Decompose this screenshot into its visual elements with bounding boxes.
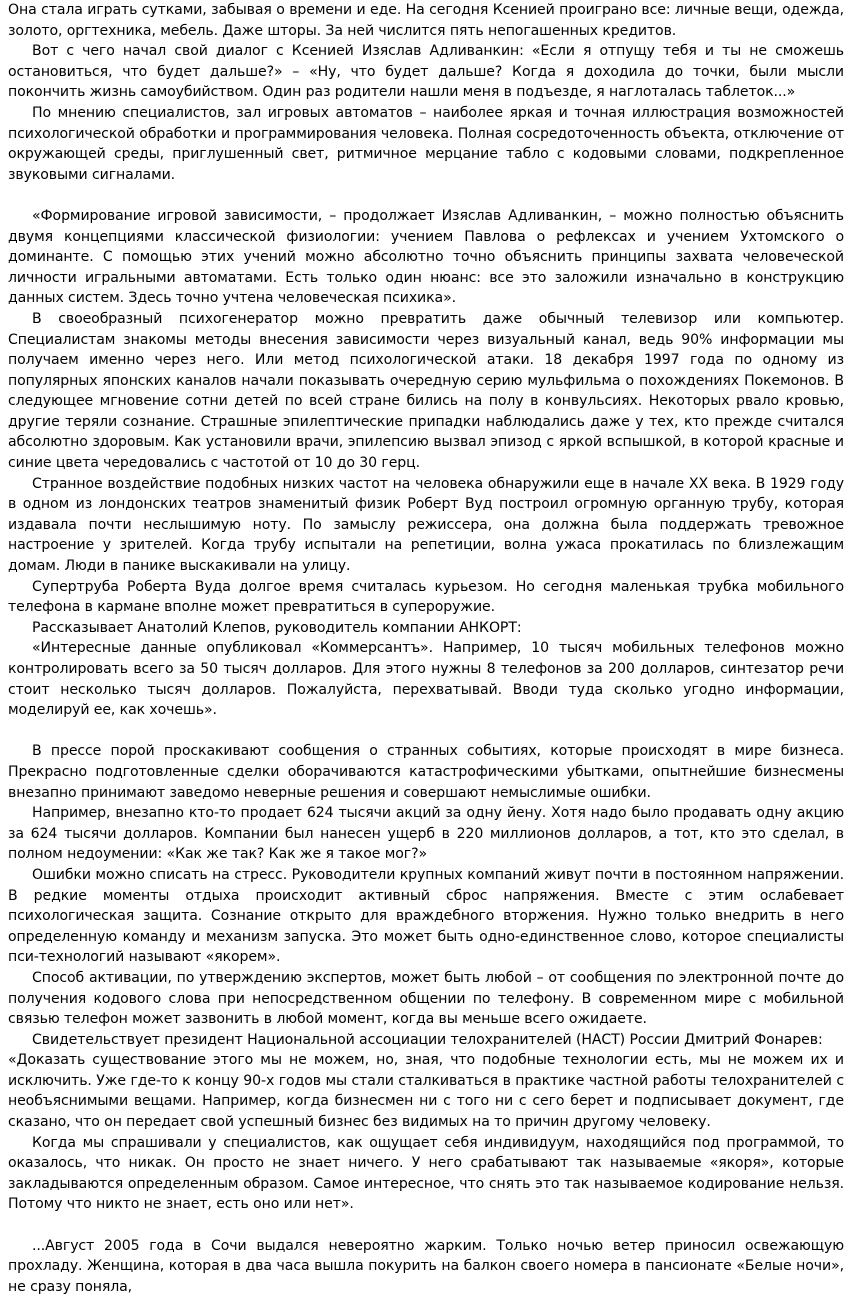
body-paragraph: В прессе порой проскакивают сообщения о странных событиях, которые происходят в мире бизнеса. Прекрасно подготовленные сделки оборачиваются катастрофическими убытками, опытнейшие бизнесмены внезапно принимают заведомо неверные решения и совершают немыслимые ошибки.: [8, 743, 844, 801]
body-paragraph: Рассказывает Анатолий Клепов, руководитель компании АНКОРТ:: [32, 619, 522, 636]
body-paragraph: Ошибки можно списать на стресс. Руководители крупных компаний живут почти в постоянном напряжении. В редкие моменты отдыха происходит активный сброс напряжения. Вместе с этим ослабевает психологическая защита. Сознание открыто для враждебного вторжения. Нужно только внедрить в него определенную команду и механизм запуска. Это может быть одно-единственное слово, которое специалисты пси-технологий называют «якорем».: [8, 866, 844, 966]
body-paragraph: ...Август 2005 года в Сочи выдался невероятно жарким. Только ночью ветер приносил освежающую прохладу. Женщина, которая в два часа вышла покурить на балкон своего номера в пансионате «Белые ночи», не сразу поняла,: [8, 1237, 844, 1295]
body-paragraph: Вот с чего начал свой диалог с Ксенией Изяслав Адливанкин: «Если я отпущу тебя и ты не сможешь остановиться, что будет дальше?» – «Ну, что будет дальше? Когда я доходила до точки, были мысли покончить жизнь самоубийством. Один раз родители нашли меня в подъезде, я наглоталась таблеток...»: [8, 43, 844, 101]
body-paragraph: «Доказать существование этого мы не можем, но, зная, что подобные технологии есть, мы не можем их и исключить. Уже где-то к концу 90-х годов мы стали сталкиваться в практике частной работы телохранителей с необъяснимыми вещами. Например, когда бизнесмен ни с того ни с сего берет и подписывает документ, где сказано, что он передает свой успешный бизнес без видимых на то причин другому человеку.: [8, 1052, 844, 1131]
body-paragraph: Супертруба Роберта Вуда долгое время считалась курьезом. Но сегодня маленькая трубка мобильного телефона в кармане вполне может превратиться в супероружие.: [8, 578, 844, 616]
body-paragraph: Странное воздействие подобных низких частот на человека обнаружили еще в начале XX века. В 1929 году в одном из лондонских театров знаменитый физик Роберт Вуд построил огромную органную трубу, которая издавала почти неслышимую ноту. По замыслу режиссера, она должна была поддержать тревожное настроение у зрителей. Когда трубу испытали на репетиции, волна ужаса прокатилась по близлежащим домам. Люди в панике выскакивали на улицу.: [8, 475, 844, 575]
body-paragraph: По мнению специалистов, зал игровых автоматов – наиболее яркая и точная иллюстрация возможностей психологической обработки и программирования человека. Полная сосредоточенность объекта, отключение от окружающей среды, приглушенный свет, ритмичное мерцание табло с кодовыми словами, подкрепленное звуковыми сигналами.: [8, 104, 844, 183]
document-page: [8, 0, 844, 1297]
body-paragraph: «Интересные данные опубликовал «Коммерсантъ». Например, 10 тысяч мобильных телефонов можно контролировать всего за 50 тысяч долларов. Для этого нужны 8 телефонов за 200 долларов, синтезатор речи стоит несколько тысяч долларов. Пожалуйста, перехватывай. Вводи туда сколько угодно информации, моделируй ее, как хочешь».: [8, 640, 844, 719]
body-paragraph: В своеобразный психогенератор можно превратить даже обычный телевизор или компьютер. Специалистам знакомы методы внесения зависимости через визуальный канал, ведь 90% информации мы получаем именно через него. Или метод психологической атаки. 18 декабря 1997 года по одному из популярных японских каналов начали показывать очередную серию мульфильма о похождениях Покемонов. В следующее мгновение сотни детей по всей стране бились на полу в конвульсиях. Некоторых рвало кровью, другие теряли сознание. Страшные эпилептические припадки наблюдались даже у тех, кто прежде считался абсолютно здоровым. Как установили врачи, эпилепсию вызвал эпизод с яркой вспышкой, в которой красные и синие цвета чередовались с частотой от 10 до 30 герц.: [8, 310, 844, 472]
body-paragraph: «Формирование игровой зависимости, – продолжает Изяслав Адливанкин, – можно полностью объяснить двумя концепциями классической физиологии: учением Павлова о рефлексах и учением Ухтомского о доминанте. С помощью этих учений можно абсолютно точно объяснить принципы захвата человеческой личности игральными автоматами. Есть только один нюанс: все это заложили изначально в конструкцию данных систем. Здесь точно учтена человеческая психика».: [8, 207, 844, 307]
paragraph-gap: [8, 185, 844, 206]
paragraph-gap: [8, 721, 844, 742]
body-paragraph: Она стала играть сутками, забывая о времени и еде. На сегодня Ксенией проиграно все: личные вещи, одежда, золото, оргтехника, мебель. Даже шторы. За ней числится пять непогашенных кредитов.: [8, 2, 844, 39]
body-paragraph: Например, внезапно кто-то продает 624 тысячи акций за одну йену. Хотя надо было продавать одну акцию за 624 тысячи долларов. Компании был нанесен ущерб в 220 миллионов долларов, а тот, кто это сделал, в полном недоумении: «Как же так? Как же я такое мог?»: [8, 805, 844, 863]
body-paragraph: Свидетельствует президент Национальной ассоциации телохранителей (НАСТ) России Дмитрий Фонарев:: [32, 1031, 823, 1048]
body-paragraph: Способ активации, по утверждению экспертов, может быть любой – от сообщения по электронной почте до получения кодового слова при непосредственном общении по телефону. В современном мире с мобильной связью телефон может зазвонить в любой момент, когда вы меньше всего ожидаете.: [8, 969, 844, 1028]
paragraph-gap: [8, 1215, 844, 1236]
body-paragraph: Когда мы спрашивали у специалистов, как ощущает себя индивидуум, находящийся под программой, то оказалось, что никак. Он просто не знает ничего. У него срабатывают так называемые «якоря», которые закладываются определенным образом. Самое интересное, что снять это так называемое кодирование нельзя. Потому что никто не знает, есть оно или нет».: [8, 1134, 844, 1213]
